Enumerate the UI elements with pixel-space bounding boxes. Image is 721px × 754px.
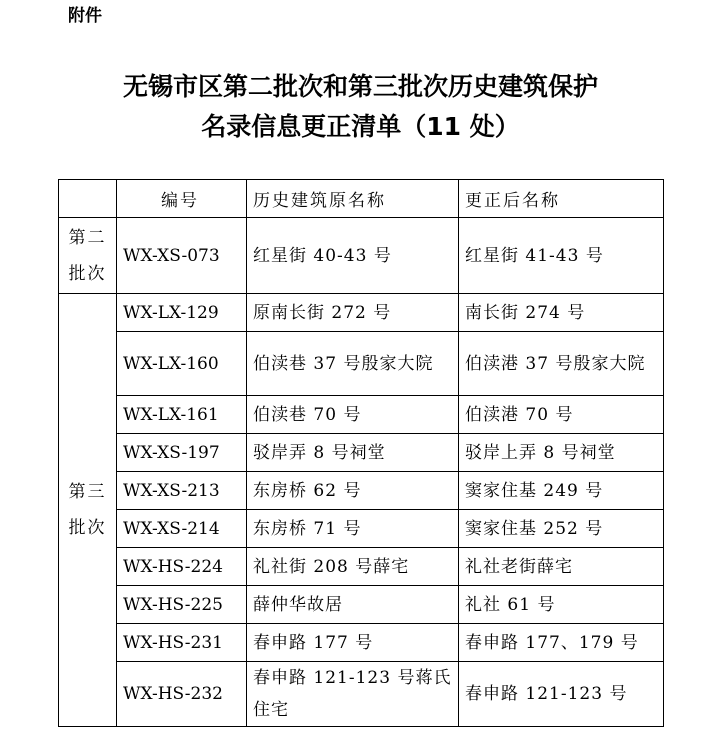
original-name: 伯渎巷 70 号 [247, 396, 459, 434]
original-name: 春申路 121-123 号蒋氏住宅 [247, 662, 459, 727]
building-code: WX-HS-225 [117, 586, 247, 624]
corrected-name: 伯渎港 70 号 [459, 396, 664, 434]
corrected-name: 红星街 41-43 号 [459, 218, 664, 294]
building-code: WX-HS-231 [117, 624, 247, 662]
corrected-name: 礼社老街薛宅 [459, 548, 664, 586]
attachment-label: 附件 [68, 6, 102, 26]
table-header-row [59, 180, 664, 218]
batch-2-label-line-2: 批次 [68, 263, 107, 284]
original-name: 红星街 40-43 号 [247, 218, 459, 294]
building-code: WX-XS-197 [117, 434, 247, 472]
document-title-line-2: 名录信息更正清单（11 处） [201, 112, 520, 141]
correction-table [58, 179, 664, 727]
corrected-name: 驳岸上弄 8 号祠堂 [459, 434, 664, 472]
batch-3-label-line-2: 批次 [68, 518, 107, 538]
corrected-name: 春申路 121-123 号 [459, 662, 664, 727]
header-corrected-name: 更正后名称 [459, 180, 664, 218]
batch-2-cell [59, 218, 117, 294]
batch-3-cell [59, 294, 117, 727]
original-name: 东房桥 71 号 [247, 510, 459, 548]
original-name: 伯渎巷 37 号殷家大院 [247, 332, 459, 396]
building-code: WX-XS-214 [117, 510, 247, 548]
original-name: 春申路 177 号 [247, 624, 459, 662]
header-original-name: 历史建筑原名称 [247, 180, 459, 218]
building-code: WX-XS-073 [117, 218, 247, 294]
corrected-name: 礼社 61 号 [459, 586, 664, 624]
table-row [59, 662, 664, 727]
header-batch [59, 180, 117, 218]
building-code: WX-XS-213 [117, 472, 247, 510]
batch-2-label-line-1: 第二 [68, 227, 107, 248]
building-code: WX-LX-129 [117, 294, 247, 332]
original-name: 驳岸弄 8 号祠堂 [247, 434, 459, 472]
table-row [59, 586, 664, 624]
original-name: 薛仲华故居 [247, 586, 459, 624]
corrected-name: 春申路 177、179 号 [459, 624, 664, 662]
corrected-name: 伯渎港 37 号殷家大院 [459, 332, 664, 396]
table-row [59, 548, 664, 586]
building-code: WX-HS-224 [117, 548, 247, 586]
table-row [59, 218, 664, 294]
corrected-name: 窦家住基 252 号 [459, 510, 664, 548]
building-code: WX-HS-232 [117, 662, 247, 727]
corrected-name: 窦家住基 249 号 [459, 472, 664, 510]
batch-3-label-line-1: 第三 [68, 482, 107, 502]
table-row [59, 294, 664, 332]
table-row [59, 332, 664, 396]
original-name: 礼社街 208 号薛宅 [247, 548, 459, 586]
original-name: 东房桥 62 号 [247, 472, 459, 510]
original-name: 原南长街 272 号 [247, 294, 459, 332]
table-row [59, 434, 664, 472]
table-row [59, 510, 664, 548]
table-row [59, 624, 664, 662]
building-code: WX-LX-160 [117, 332, 247, 396]
table-row [59, 396, 664, 434]
document-title-line-1: 无锡市区第二批次和第三批次历史建筑保护 [122, 72, 598, 101]
corrected-name: 南长街 274 号 [459, 294, 664, 332]
building-code: WX-LX-161 [117, 396, 247, 434]
header-number: 编号 [117, 180, 247, 218]
table-row [59, 472, 664, 510]
